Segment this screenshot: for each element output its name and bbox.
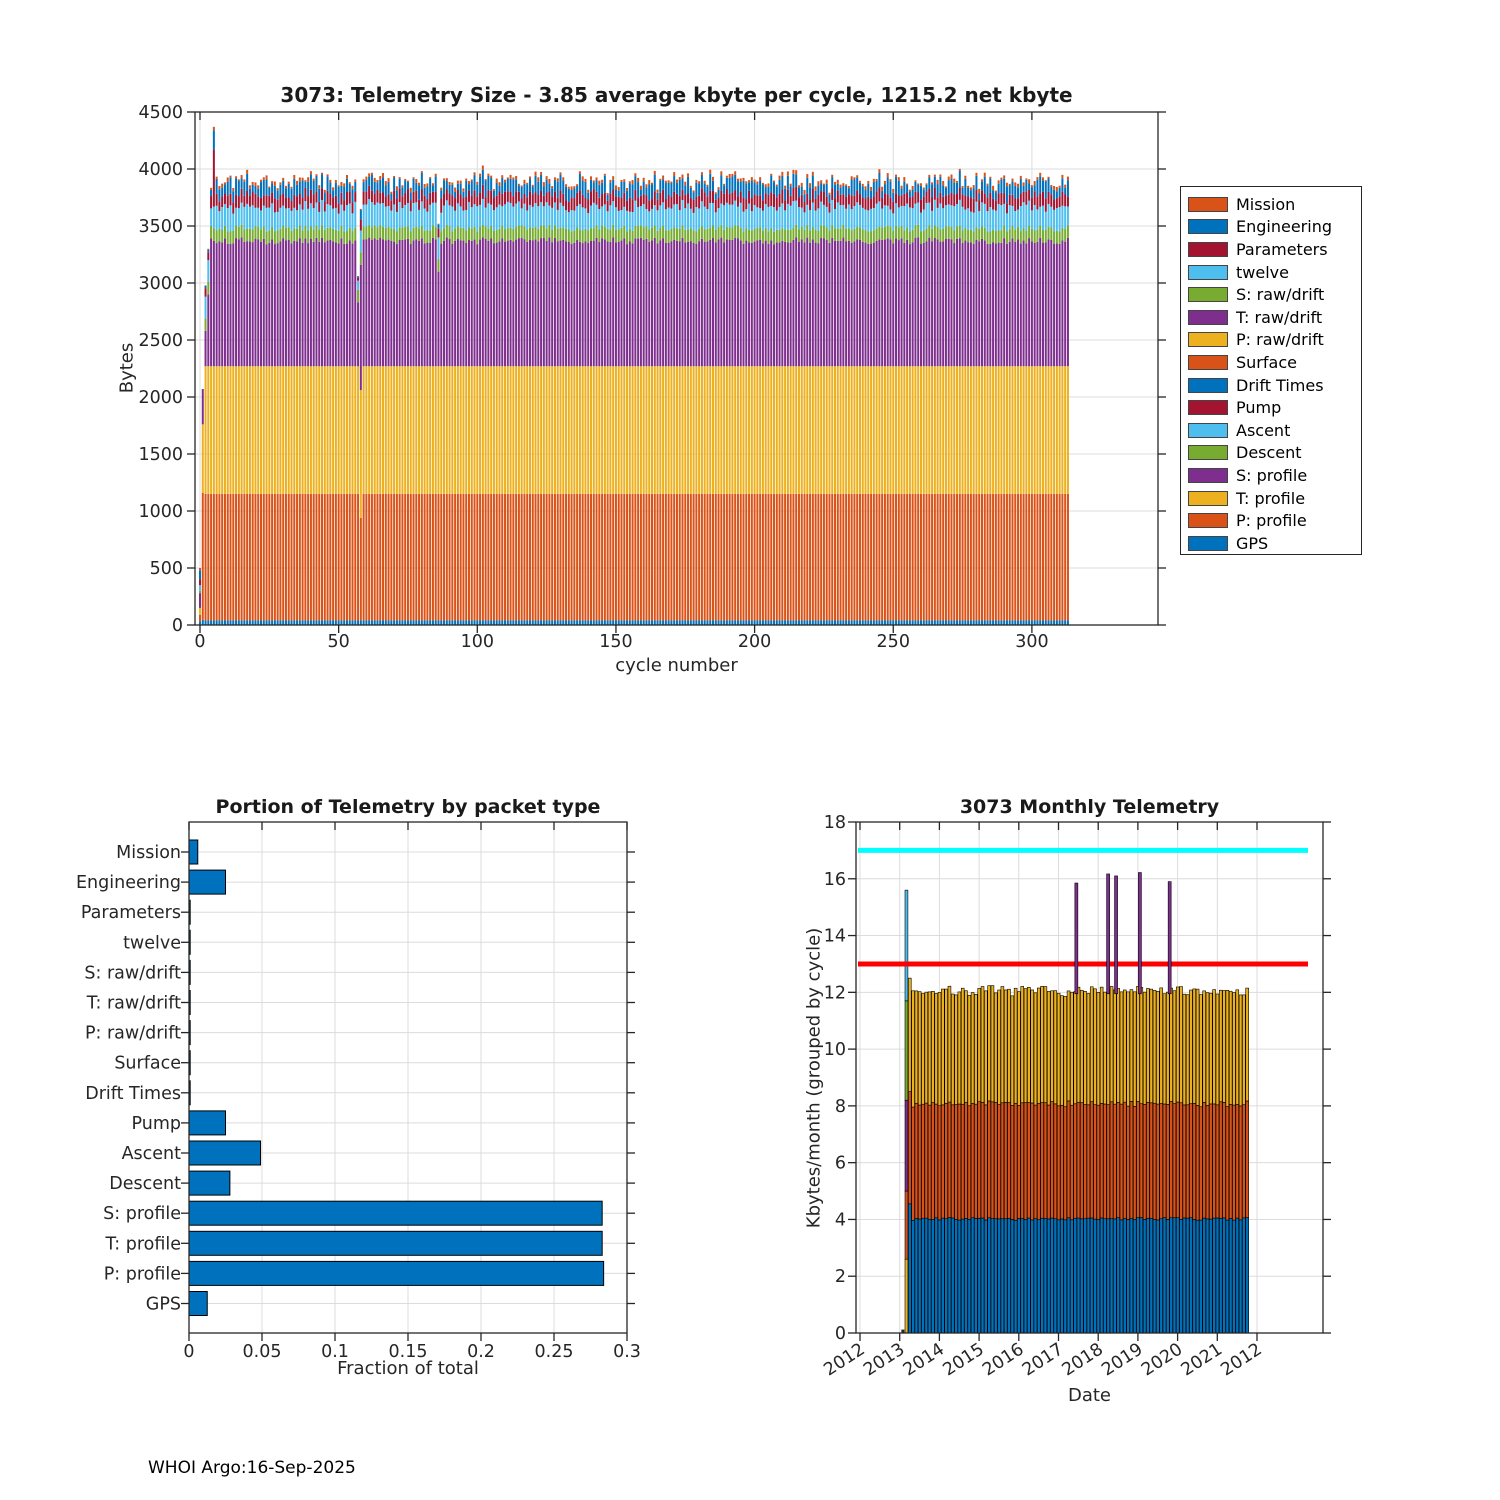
legend-item	[1181, 283, 1361, 306]
legend	[1180, 186, 1362, 555]
tick-label: 0.2	[467, 1342, 495, 1362]
tick-label: 150	[599, 632, 633, 652]
monthly-chart-title: 3073 Monthly Telemetry	[959, 796, 1220, 818]
tick-label: 2014	[899, 1339, 949, 1381]
tick-label: S: profile	[103, 1204, 181, 1225]
tick-label: Engineering	[76, 873, 181, 894]
legend-swatch	[1188, 400, 1228, 415]
tick-label: 4	[834, 1210, 846, 1231]
tick-label: T: raw/drift	[86, 993, 181, 1014]
tick-label: 2020	[1138, 1339, 1187, 1381]
watermark-text: WHOI Argo:16-Sep-2025	[148, 1458, 356, 1478]
tick-label: 2012	[1217, 1339, 1266, 1381]
legend-swatch	[1188, 310, 1228, 325]
legend-label: T: raw/drift	[1236, 307, 1323, 327]
portion-bar	[189, 1111, 226, 1135]
legend-swatch	[1188, 219, 1228, 234]
tick-label: GPS	[145, 1294, 181, 1315]
portion-chart-xlabel: Fraction of total	[337, 1358, 479, 1379]
portion-chart	[76, 822, 641, 1362]
tick-label: P: profile	[103, 1264, 181, 1285]
legend-label: twelve	[1236, 262, 1289, 282]
telemetry-size-xlabel: cycle number	[615, 655, 738, 676]
tick-label: 250	[876, 632, 910, 652]
tick-label: 0.25	[534, 1342, 574, 1362]
portion-bars	[189, 840, 604, 1316]
legend-label: S: raw/drift	[1236, 285, 1325, 305]
tick-label: 3500	[138, 217, 183, 237]
legend-label: Ascent	[1236, 420, 1291, 440]
telemetry-spike	[1138, 873, 1141, 994]
legend-item	[1181, 419, 1361, 442]
tick-label: 500	[149, 559, 183, 579]
tick-label: 2017	[1018, 1339, 1068, 1381]
tick-label: 200	[737, 632, 772, 652]
tick-label: twelve	[123, 933, 181, 954]
tick-label: 1000	[138, 502, 183, 522]
legend-item	[1181, 464, 1361, 487]
portion-bar	[189, 1201, 602, 1225]
tick-label: Mission	[116, 843, 181, 863]
legend-item	[1181, 532, 1361, 555]
legend-swatch	[1188, 423, 1228, 438]
tick-label: 2000	[138, 388, 183, 408]
legend-label: Mission	[1236, 194, 1296, 214]
tick-label: 0	[194, 632, 206, 652]
legend-label: P: raw/drift	[1236, 330, 1324, 350]
telemetry-size-ylabel: Bytes	[116, 342, 138, 394]
tick-label: Surface	[114, 1053, 181, 1074]
tick-label: 14	[823, 926, 846, 947]
tick-label: S: raw/drift	[84, 963, 181, 984]
telemetry-spike	[1168, 882, 1171, 994]
tick-label: 2016	[979, 1339, 1028, 1381]
tick-label: Parameters	[80, 903, 181, 924]
tick-label: Descent	[109, 1174, 181, 1195]
tick-label: 2018	[1058, 1339, 1107, 1381]
tick-label: 50	[327, 632, 350, 652]
legend-label: Engineering	[1236, 217, 1332, 237]
portion-bar	[189, 870, 226, 894]
legend-label: S: profile	[1236, 465, 1308, 485]
legend-swatch	[1188, 513, 1228, 528]
portion-bar	[189, 1261, 604, 1285]
tick-label: 1500	[138, 445, 183, 465]
legend-item	[1181, 329, 1361, 352]
telemetry-size-chart	[138, 103, 1166, 652]
tick-label: 2500	[138, 331, 183, 351]
tick-label: 18	[823, 813, 846, 833]
legend-swatch	[1188, 287, 1228, 302]
tick-label: P: raw/drift	[84, 1023, 181, 1044]
legend-label: Pump	[1236, 398, 1282, 418]
legend-item	[1181, 442, 1361, 465]
legend-item	[1181, 396, 1361, 419]
tick-label: 0	[171, 616, 183, 636]
tick-label: T: profile	[105, 1234, 181, 1255]
legend-swatch	[1188, 242, 1228, 257]
tick-label: 0.15	[388, 1342, 428, 1362]
portion-bar	[189, 1171, 230, 1195]
tick-label: Drift Times	[85, 1083, 181, 1104]
tick-label: 16	[823, 869, 846, 890]
tick-label: 2019	[1098, 1339, 1147, 1381]
tick-label: 4500	[138, 103, 183, 123]
legend-item	[1181, 509, 1361, 532]
legend-item	[1181, 261, 1361, 284]
tick-label: 3000	[138, 274, 183, 294]
tick-label: 0	[834, 1324, 846, 1344]
portion-bar	[189, 1292, 207, 1316]
tick-label: 0.05	[242, 1342, 282, 1362]
legend-swatch	[1188, 332, 1228, 347]
tick-label: 8	[834, 1096, 846, 1117]
legend-label: T: profile	[1236, 488, 1306, 508]
monthly-chart-xlabel: Date	[1067, 1385, 1112, 1406]
tick-label: 4000	[138, 160, 183, 180]
legend-item	[1181, 487, 1361, 510]
legend-label: Drift Times	[1236, 375, 1324, 395]
telemetry-spike	[1115, 876, 1118, 994]
tick-label: 2013	[860, 1339, 909, 1381]
legend-label: GPS	[1236, 533, 1269, 553]
telemetry-spike	[1107, 874, 1110, 994]
legend-swatch	[1188, 491, 1228, 506]
legend-item	[1181, 238, 1361, 261]
telemetry-size-title: 3073: Telemetry Size - 3.85 average kbyte per cycle, 1215.2 net kbyte	[280, 83, 1073, 107]
portion-bar	[189, 840, 198, 864]
tick-label: Ascent	[121, 1144, 181, 1164]
tick-label: 100	[460, 632, 495, 652]
telemetry-cycle-bars	[199, 127, 1069, 625]
tick-label: 12	[823, 983, 846, 1004]
monthly-chart	[820, 813, 1331, 1380]
legend-item	[1181, 216, 1361, 239]
legend-label: Parameters	[1236, 239, 1328, 259]
tick-label: 6	[834, 1153, 846, 1174]
tick-label: 300	[1015, 632, 1049, 652]
legend-swatch	[1188, 445, 1228, 460]
tick-label: 0.3	[613, 1342, 641, 1362]
tick-label: 2021	[1177, 1339, 1227, 1381]
legend-label: Surface	[1236, 352, 1297, 372]
legend-item	[1181, 306, 1361, 329]
monthly-chart-ylabel: Kbytes/month (grouped by cycle)	[803, 927, 825, 1229]
legend-swatch	[1188, 468, 1228, 483]
legend-label: Descent	[1236, 443, 1302, 463]
legend-swatch	[1188, 378, 1228, 393]
tick-label: 0.1	[321, 1342, 349, 1362]
legend-item	[1181, 351, 1361, 374]
legend-label: P: profile	[1236, 511, 1307, 531]
legend-swatch	[1188, 265, 1228, 280]
telemetry-spike	[1075, 883, 1078, 994]
legend-swatch	[1188, 355, 1228, 370]
portion-bar	[189, 1141, 261, 1165]
legend-item	[1181, 374, 1361, 397]
tick-label: Pump	[131, 1113, 181, 1134]
portion-chart-title: Portion of Telemetry by packet type	[215, 796, 601, 818]
tick-label: 2012	[820, 1339, 869, 1381]
tick-label: 0	[183, 1342, 195, 1362]
tick-label: 2015	[939, 1339, 988, 1381]
legend-item	[1181, 193, 1361, 216]
tick-label: 10	[823, 1040, 846, 1061]
portion-bar	[189, 1231, 602, 1255]
tick-label: 2	[834, 1267, 846, 1288]
legend-swatch	[1188, 536, 1228, 551]
legend-swatch	[1188, 197, 1228, 212]
